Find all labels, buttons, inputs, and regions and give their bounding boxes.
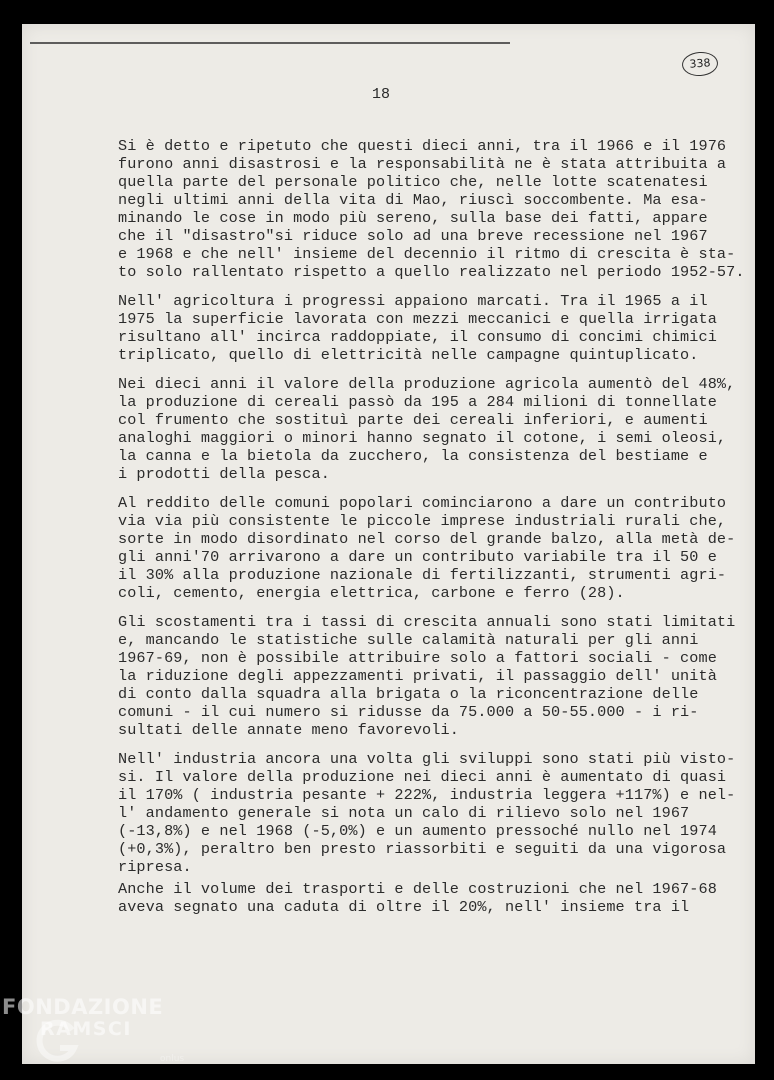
text-line: to solo rallentato rispetto a quello realizzato nel periodo 1952-57.	[118, 263, 745, 281]
watermark-line-2: RAMSCI	[40, 1018, 132, 1040]
watermark-onlus: onlus	[160, 1054, 185, 1064]
text-line: Nell' industria ancora una volta gli sviluppi sono stati più visto-	[118, 750, 736, 768]
body-text	[118, 137, 748, 927]
text-line: coli, cemento, energia elettrica, carbone e ferro (28).	[118, 584, 625, 602]
text-line: quella parte del personale politico che, nelle lotte scatenatesi	[118, 173, 708, 191]
text-line: si. Il valore della produzione nei dieci anni è aumentato di quasi	[118, 768, 727, 786]
page-number: 18	[372, 86, 391, 103]
text-line: Si è detto e ripetuto che questi dieci anni, tra il 1966 e il 1976	[118, 137, 727, 155]
text-line: Nell' agricoltura i progressi appaiono marcati. Tra il 1965 a il	[118, 292, 708, 310]
text-line: (-13,8%) e nel 1968 (-5,0%) e un aumento pressoché nullo nel 1974	[118, 822, 717, 840]
paragraph-1	[118, 137, 748, 281]
watermark-line-1: FONDAZIONE	[2, 995, 164, 1019]
text-line: l' andamento generale si nota un calo di rilievo solo nel 1967	[118, 804, 690, 822]
text-line: che il "disastro"si riduce solo ad una breve recessione nel 1967	[118, 227, 708, 245]
text-line: risultano all' incirca raddoppiate, il consumo di concimi chimici	[118, 328, 717, 346]
paragraph-3	[118, 375, 748, 483]
text-line: col frumento che sostituì parte dei cereali inferiori, e aumenti	[118, 411, 708, 429]
text-line: analoghi maggiori o minori hanno segnato il cotone, i semi oleosi,	[118, 429, 727, 447]
text-line: triplicato, quello di elettricità nelle campagne quintuplicato.	[118, 346, 699, 364]
text-line: il 30% alla produzione nazionale di fertilizzanti, strumenti agri-	[118, 566, 727, 584]
text-line: la produzione di cereali passò da 195 a 284 milioni di tonnellate	[118, 393, 717, 411]
text-line: la canna e la bietola da zucchero, la consistenza del bestiame e	[118, 447, 708, 465]
archive-stamp: 338	[681, 51, 719, 77]
watermark-g-logo-icon	[32, 1016, 82, 1066]
paragraph-6	[118, 750, 748, 876]
paragraph-4	[118, 494, 748, 602]
text-line: e 1968 e che nell' insieme del decennio il ritmo di crescita è sta-	[118, 245, 736, 263]
text-line: e, mancando le statistiche sulle calamità naturali per gli anni	[118, 631, 699, 649]
fondazione-gramsci-watermark	[2, 995, 185, 1064]
text-line: sultati delle annate meno favorevoli.	[118, 721, 459, 739]
top-rule	[30, 42, 510, 44]
text-line: ripresa.	[118, 858, 192, 876]
text-line: Nei dieci anni il valore della produzione agricola aumentò del 48%,	[118, 375, 736, 393]
text-line: gli anni'70 arrivarono a dare un contributo variabile tra il 50 e	[118, 548, 717, 566]
text-line: furono anni disastrosi e la responsabilità ne è stata attribuita a	[118, 155, 727, 173]
text-line: i prodotti della pesca.	[118, 465, 330, 483]
text-line: di conto dalla squadra alla brigata o la riconcentrazione delle	[118, 685, 699, 703]
text-line: Gli scostamenti tra i tassi di crescita annuali sono stati limitati	[118, 613, 736, 631]
paragraph-2	[118, 292, 748, 364]
text-line: Al reddito delle comuni popolari cominciarono a dare un contributo	[118, 494, 727, 512]
paragraph-7	[118, 880, 748, 916]
text-line: comuni - il cui numero si ridusse da 75.000 a 50-55.000 - i ri-	[118, 703, 699, 721]
text-line: sorte in modo disordinato nel corso del grande balzo, alla metà de-	[118, 530, 736, 548]
text-line: negli ultimi anni della vita di Mao, riuscì soccombente. Ma esa-	[118, 191, 708, 209]
document-page	[22, 24, 755, 1064]
text-line: 1975 la superficie lavorata con mezzi meccanici e quella irrigata	[118, 310, 717, 328]
text-line: il 170% ( industria pesante + 222%, industria leggera +117%) e nel-	[118, 786, 736, 804]
text-line: via via più consistente le piccole imprese industriali rurali che,	[118, 512, 727, 530]
paragraph-5	[118, 613, 748, 739]
text-line: aveva segnato una caduta di oltre il 20%, nell' insieme tra il	[118, 898, 690, 916]
text-line: (+0,3%), peraltro ben presto riassorbiti e seguiti da una vigorosa	[118, 840, 727, 858]
text-line: la riduzione degli appezzamenti privati, il passaggio dell' unità	[118, 667, 717, 685]
text-line: minando le cose in modo più sereno, sulla base dei fatti, appare	[118, 209, 708, 227]
text-line: 1967-69, non è possibile attribuire solo a fattori sociali - come	[118, 649, 717, 667]
text-line: Anche il volume dei trasporti e delle costruzioni che nel 1967-68	[118, 880, 717, 898]
